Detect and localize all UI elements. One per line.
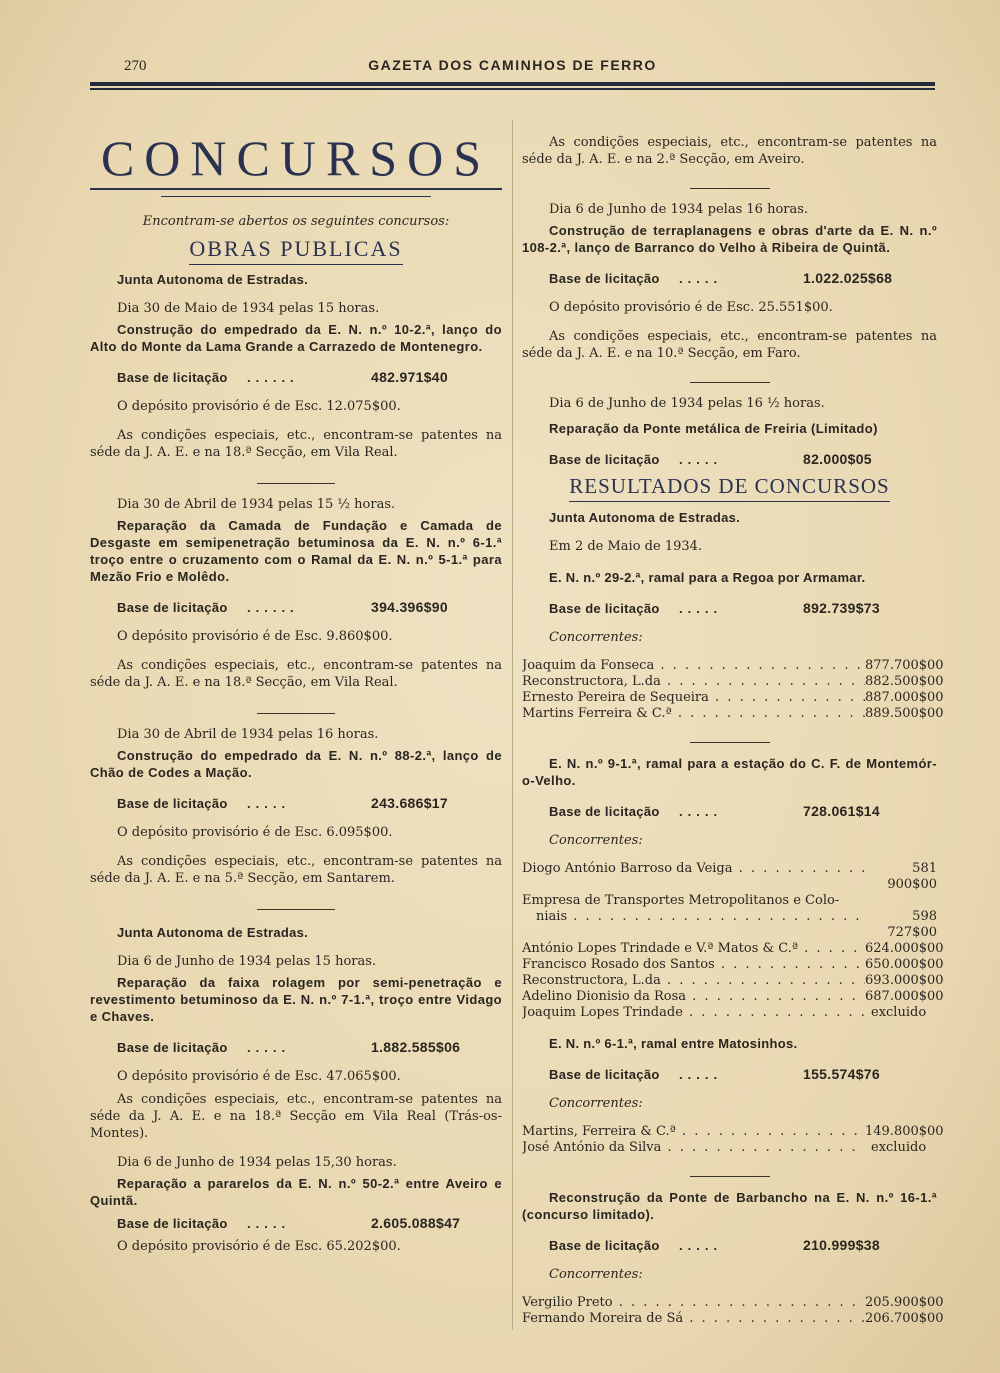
bidder-name: Martins, Ferreira & C.ª . . . [522,1124,865,1140]
bidders-label: Concorrentes: [549,1096,643,1111]
bidder-name-line: Empresa de Transportes Metropolitanos e Colo- [522,893,840,908]
tender-5 [90,1154,502,1255]
results-heading [522,474,937,498]
separator [257,713,335,714]
tender-deposit: O depósito provisório é de Esc. 6.095$00. [117,825,393,840]
organization: Junta Autonoma de Estradas. [117,925,309,940]
base-value: 243.686$17 [371,795,448,811]
tender-work: Reparação da Ponte metálica de Freiria (Limitado) [549,421,878,436]
bidder-amount: 889.500$00 [865,706,944,721]
tender-deposit: O depósito provisório é de Esc. 9.860$00. [117,629,393,644]
right-column [522,134,944,1327]
separator [690,188,770,189]
base-label: Base de licitação [117,600,228,615]
tender-date: Dia 6 de Junho de 1934 pelas 16 ½ horas. [549,396,825,411]
left-column [90,130,502,1255]
base-value: 728.061$14 [803,803,880,819]
result-work: E. N. n.º 29-2.ª, ramal para a Regoa por Armamar. [549,570,866,585]
bidder-row [522,1124,944,1140]
bidder-name: Joaquim Lopes Trindade . . . [522,1005,865,1021]
base-value: 892.739$73 [803,600,880,616]
bidder-amount: 149.800$00 [865,1124,944,1139]
base-label: Base de licitação [549,1238,660,1253]
result-work: E. N. n.º 9-1.ª, ramal para a estação do C. F. de Montemór-o-Velho. [522,756,937,788]
bidder-row [522,1295,944,1311]
tender-base: Base de licitação ..... 1.022.025$68 [549,270,893,286]
result-3 [522,1035,944,1156]
header-rule [90,82,935,90]
bidder-name: Reconstructora, L.da . . . [522,674,865,690]
results-heading-text: RESULTADOS DE CONCURSOS [569,474,889,502]
tender-work: Construção de terraplanagens e obras d'arte da E. N. n.º 108-2.ª, lanço de Barranco do Velho à Ribeira de Quintã. [522,223,937,255]
page-title: CONCURSOS [90,132,502,190]
base-value: 82.000$05 [803,451,872,467]
bidder-name: Reconstructora, L.da . . . [522,973,865,989]
bidder-row [522,861,937,893]
bidder-name: Martins Ferreira & C.ª . . . [522,706,865,722]
base-value: 394.396$90 [371,599,448,615]
tender-work: Reparação da faixa rolagem por semi-penetração e revestimento betuminoso da E. N. n.º 7-1.ª, troço entre Vidago e Chaves. [90,975,502,1024]
bidder-amount: 882.500$00 [865,674,944,689]
tender-base: Base de licitação ..... 1.882.585$06 [117,1039,461,1055]
result-work: E. N. n.º 6-1.ª, ramal entre Matosinhos. [549,1036,798,1051]
bidder-amount: 581 900$00 [887,861,937,892]
tender-7 [522,395,937,468]
base-label: Base de licitação [549,601,660,616]
tender-base: Base de licitação ..... 243.686$17 [117,795,448,811]
page-header [90,56,935,80]
base-label: Base de licitação [117,1216,228,1231]
bidder-row [522,909,937,941]
tender-conditions: As condições especiais, etc., encontram-se patentes na séde da J. A. E. e na 5.ª Secção, em Santarem. [90,854,502,886]
bidder-name: Adelino Dionisio da Rosa . . . [522,989,865,1005]
result-base: Base de licitação ..... 210.999$38 [549,1237,880,1253]
page-number: 270 [124,58,147,74]
bidder-amount: 687.000$00 [865,989,944,1004]
tender-date: Dia 30 de Abril de 1934 pelas 16 horas. [117,727,379,742]
title-underline [161,196,431,197]
base-value: 210.999$38 [803,1237,880,1253]
bidder-row [522,1311,944,1327]
bidder-amount: 206.700$00 [865,1311,944,1326]
bidder-amount: 693.000$00 [865,973,944,988]
base-value: 155.574$76 [803,1066,880,1082]
tender-2 [90,496,502,691]
bidder-row [522,1140,937,1156]
bidder-amount: 887.000$00 [865,690,944,705]
base-label: Base de licitação [117,1040,228,1055]
tender-base: Base de licitação ..... 82.000$05 [549,451,872,467]
tender-conditions: As condições especiais, etc., encontram-se patentes na séde da J. A. E. e na 18.ª Secção em Vila Real (Trás-os-Montes). [90,1092,502,1141]
separator [690,382,770,383]
organization: Junta Autonoma de Estradas. [117,272,309,287]
tender-deposit: O depósito provisório é de Esc. 12.075$00. [117,399,401,414]
bidder-amount: excluido [871,1140,927,1155]
tender-work: Reparação da Camada de Fundação e Camada de Desgaste em semipenetração betuminosa da E. N. n.º 6-1.ª troço entre o cruzamento com o Ramal da E. N. n.º 5-1.ª para Mezão Frio e Molêdo. [90,518,502,584]
base-label: Base de licitação [549,271,660,286]
bidder-name: Vergilio Preto . . . [522,1295,865,1311]
base-label: Base de licitação [117,370,228,385]
bidder-amount: excluido [871,1005,927,1020]
tender-date: Dia 6 de Junho de 1934 pelas 15,30 horas. [117,1155,397,1170]
bidder-name: António Lopes Trindade e V.ª Matos & C.ª . . . [522,941,865,957]
bidder-amount: 650.000$00 [865,957,944,972]
bidder-amount: 877.700$00 [865,658,944,673]
journal-title: GAZETA DOS CAMINHOS DE FERRO [368,57,657,73]
tender-conditions: As condições especiais, etc., encontram-se patentes na séde da J. A. E. e na 18.ª Secção, em Vila Real. [90,428,502,460]
separator [257,483,335,484]
tender-6 [522,201,937,362]
separator [690,1176,770,1177]
result-base: Base de licitação ..... 728.061$14 [549,803,880,819]
bidder-row [522,989,944,1005]
bidder-amount: 624.000$00 [865,941,944,956]
bidder-row [522,674,944,690]
result-4 [522,1189,944,1327]
base-value: 1.882.585$06 [371,1039,461,1055]
base-value: 482.971$40 [371,369,448,385]
base-label: Base de licitação [549,804,660,819]
bidder-name: Diogo António Barroso da Veiga . . . [522,861,865,893]
bidder-name: Joaquim da Fonseca . . . [522,658,865,674]
bidder-name: Ernesto Pereira de Sequeira . . . [522,690,865,706]
bidder-row [522,706,944,722]
tender-conditions: As condições especiais, etc., encontram-se patentes na séde da J. A. E. e na 2.ª Secção, em Aveiro. [522,135,937,167]
tender-4 [90,953,502,1142]
tender-date: Dia 6 de Junho de 1934 pelas 16 horas. [549,202,809,217]
bidders-label: Concorrentes: [549,630,643,645]
bidder-name: Francisco Rosado dos Santos . . . [522,957,865,973]
bidder-row [522,690,944,706]
tender-base: Base de licitação ..... 2.605.088$47 [117,1215,461,1231]
bidder-row [522,658,944,674]
bidders-label: Concorrentes: [549,833,643,848]
bidder-row [522,957,944,973]
tender-deposit: O depósito provisório é de Esc. 25.551$00. [549,300,833,315]
intro-text: Encontram-se abertos os seguintes concursos: [142,214,450,229]
column-divider [512,120,513,1330]
tender-work: Reparação a pararelos da E. N. n.º 50-2.ª entre Aveiro e Quintã. [90,1176,502,1208]
tender-date: Dia 30 de Maio de 1934 pelas 15 horas. [117,301,380,316]
bidder-row [522,941,944,957]
separator [257,909,335,910]
tender-work: Construção do empedrado da E. N. n.º 88-2.ª, lanço de Chão de Codes a Mação. [90,748,502,780]
separator [690,742,770,743]
section-heading-text: OBRAS PUBLICAS [189,236,402,265]
result-base: Base de licitação ..... 155.574$76 [549,1066,880,1082]
base-label: Base de licitação [549,1067,660,1082]
base-label: Base de licitação [549,452,660,467]
result-1 [522,569,944,722]
bidder-list [522,658,944,722]
bidder-amount: 205.900$00 [865,1295,944,1310]
bidder-row [522,1005,937,1021]
tender-conditions: As condições especiais, etc., encontram-se patentes na séde da J. A. E. e na 18.ª Secção, em Vila Real. [90,658,502,690]
organization: Junta Autonoma de Estradas. [549,510,741,525]
tender-work: Construção do empedrado da E. N. n.º 10-2.ª, lanço do Alto do Monte da Lama Grande a Carrazedo de Montenegro. [90,322,502,354]
bidder-name: niais . . . [522,909,865,941]
bidder-list [522,1295,944,1327]
bidder-row [522,973,944,989]
base-value: 1.022.025$68 [803,270,893,286]
result-2 [522,755,944,1021]
tender-date: Dia 6 de Junho de 1934 pelas 15 horas. [117,954,377,969]
section-heading [90,236,502,261]
base-label: Base de licitação [117,796,228,811]
tender-base: Base de licitação ...... 482.971$40 [117,369,448,385]
tender-3 [90,726,502,887]
result-work: Reconstrução da Ponte de Barbancho na E. N. n.º 16-1.ª (concurso limitado). [522,1190,937,1222]
bidder-amount: 598 727$00 [887,909,937,940]
base-value: 2.605.088$47 [371,1215,461,1231]
bidder-list [522,861,944,1021]
results-date: Em 2 de Maio de 1934. [549,539,703,554]
tender-conditions: As condições especiais, etc., encontram-se patentes na séde da J. A. E. e na 10.ª Secção, em Faro. [522,329,937,361]
tender-deposit: O depósito provisório é de Esc. 65.202$00. [117,1239,401,1254]
bidder-name: José António da Silva . . . [522,1140,865,1156]
bidder-list [522,1124,944,1156]
bidder-name: Fernando Moreira de Sá . . . [522,1311,865,1327]
bidders-label: Concorrentes: [549,1267,643,1282]
tender-date: Dia 30 de Abril de 1934 pelas 15 ½ horas. [117,497,396,512]
tender-deposit: O depósito provisório é de Esc. 47.065$00. [117,1069,401,1084]
tender-1 [90,300,502,461]
tender-base: Base de licitação ...... 394.396$90 [117,599,448,615]
result-base: Base de licitação ..... 892.739$73 [549,600,880,616]
